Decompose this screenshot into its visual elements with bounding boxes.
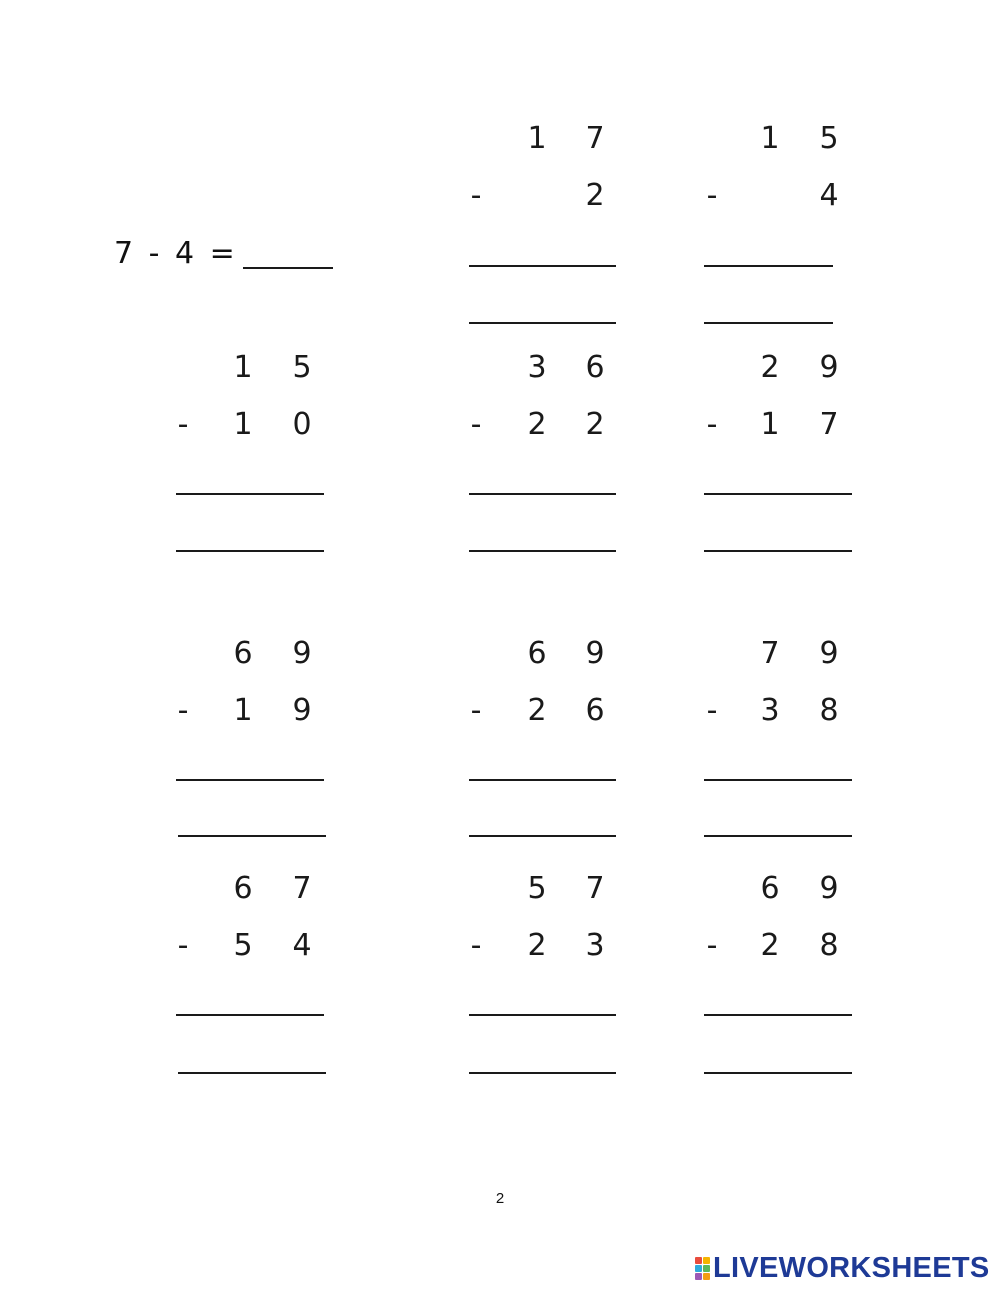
logo-mark-icon <box>695 1257 710 1280</box>
top-ones-digit: 7 <box>292 871 312 906</box>
answer-line[interactable] <box>469 265 616 267</box>
answer-line[interactable] <box>176 1014 324 1016</box>
bottom-ones-digit: 2 <box>585 178 605 213</box>
liveworksheets-logo <box>695 1253 990 1283</box>
logo-mark-square <box>695 1257 702 1264</box>
bottom-ones-digit: 3 <box>585 928 605 963</box>
bottom-tens-digit: 1 <box>233 407 253 442</box>
working-line[interactable] <box>176 550 324 552</box>
minus-sign: - <box>706 928 718 963</box>
working-line[interactable] <box>704 1072 852 1074</box>
top-ones-digit: 9 <box>819 871 839 906</box>
top-ones-digit: 9 <box>585 636 605 671</box>
bottom-tens-digit: 2 <box>760 928 780 963</box>
working-line[interactable] <box>178 1072 326 1074</box>
bottom-tens-digit: 1 <box>233 693 253 728</box>
working-line[interactable] <box>704 835 852 837</box>
working-line[interactable] <box>704 550 852 552</box>
bottom-tens-digit: 1 <box>760 407 780 442</box>
minus-sign: - <box>470 178 482 213</box>
top-ones-digit: 5 <box>819 121 839 156</box>
bottom-ones-digit: 4 <box>819 178 839 213</box>
answer-line[interactable] <box>176 779 324 781</box>
bottom-tens-digit: 2 <box>527 928 547 963</box>
logo-mark-square <box>703 1273 710 1280</box>
top-ones-digit: 5 <box>292 350 312 385</box>
top-tens-digit: 1 <box>760 121 780 156</box>
answer-line[interactable] <box>704 779 852 781</box>
minus-sign: - <box>177 693 189 728</box>
top-tens-digit: 7 <box>760 636 780 671</box>
minus-sign: - <box>470 693 482 728</box>
top-tens-digit: 6 <box>233 636 253 671</box>
minus-sign: - <box>706 693 718 728</box>
logo-mark-square <box>695 1273 702 1280</box>
answer-line[interactable] <box>469 1014 616 1016</box>
logo-mark-square <box>695 1265 702 1272</box>
top-tens-digit: 1 <box>233 350 253 385</box>
top-tens-digit: 5 <box>527 871 547 906</box>
equation-text: 7 - 4 = <box>114 236 235 271</box>
working-line[interactable] <box>704 322 833 324</box>
top-ones-digit: 9 <box>819 350 839 385</box>
minus-sign: - <box>470 928 482 963</box>
answer-line[interactable] <box>469 779 616 781</box>
working-line[interactable] <box>469 835 616 837</box>
working-line[interactable] <box>469 1072 616 1074</box>
bottom-tens-digit: 5 <box>233 928 253 963</box>
top-tens-digit: 6 <box>760 871 780 906</box>
working-line[interactable] <box>469 550 616 552</box>
top-ones-digit: 9 <box>292 636 312 671</box>
answer-line[interactable] <box>704 265 833 267</box>
top-tens-digit: 2 <box>760 350 780 385</box>
bottom-ones-digit: 4 <box>292 928 312 963</box>
minus-sign: - <box>706 178 718 213</box>
minus-sign: - <box>706 407 718 442</box>
logo-mark-square <box>703 1257 710 1264</box>
bottom-ones-digit: 7 <box>819 407 839 442</box>
minus-sign: - <box>177 928 189 963</box>
top-ones-digit: 6 <box>585 350 605 385</box>
top-tens-digit: 1 <box>527 121 547 156</box>
bottom-ones-digit: 8 <box>819 693 839 728</box>
top-ones-digit: 9 <box>819 636 839 671</box>
bottom-ones-digit: 6 <box>585 693 605 728</box>
answer-line[interactable] <box>704 1014 852 1016</box>
top-ones-digit: 7 <box>585 871 605 906</box>
bottom-tens-digit: 2 <box>527 407 547 442</box>
answer-line[interactable] <box>704 493 852 495</box>
working-line[interactable] <box>178 835 326 837</box>
top-tens-digit: 6 <box>233 871 253 906</box>
top-tens-digit: 6 <box>527 636 547 671</box>
bottom-ones-digit: 8 <box>819 928 839 963</box>
answer-line[interactable] <box>469 493 616 495</box>
bottom-ones-digit: 9 <box>292 693 312 728</box>
working-line[interactable] <box>469 322 616 324</box>
bottom-ones-digit: 2 <box>585 407 605 442</box>
bottom-ones-digit: 0 <box>292 407 312 442</box>
bottom-tens-digit: 2 <box>527 693 547 728</box>
page-number: 2 <box>495 1190 505 1207</box>
top-ones-digit: 7 <box>585 121 605 156</box>
minus-sign: - <box>470 407 482 442</box>
top-tens-digit: 3 <box>527 350 547 385</box>
logo-mark-square <box>703 1265 710 1272</box>
answer-line[interactable] <box>176 493 324 495</box>
minus-sign: - <box>177 407 189 442</box>
logo-text: LIVEWORKSHEETS <box>713 1251 990 1284</box>
equation-answer-blank[interactable] <box>243 267 333 269</box>
bottom-tens-digit: 3 <box>760 693 780 728</box>
